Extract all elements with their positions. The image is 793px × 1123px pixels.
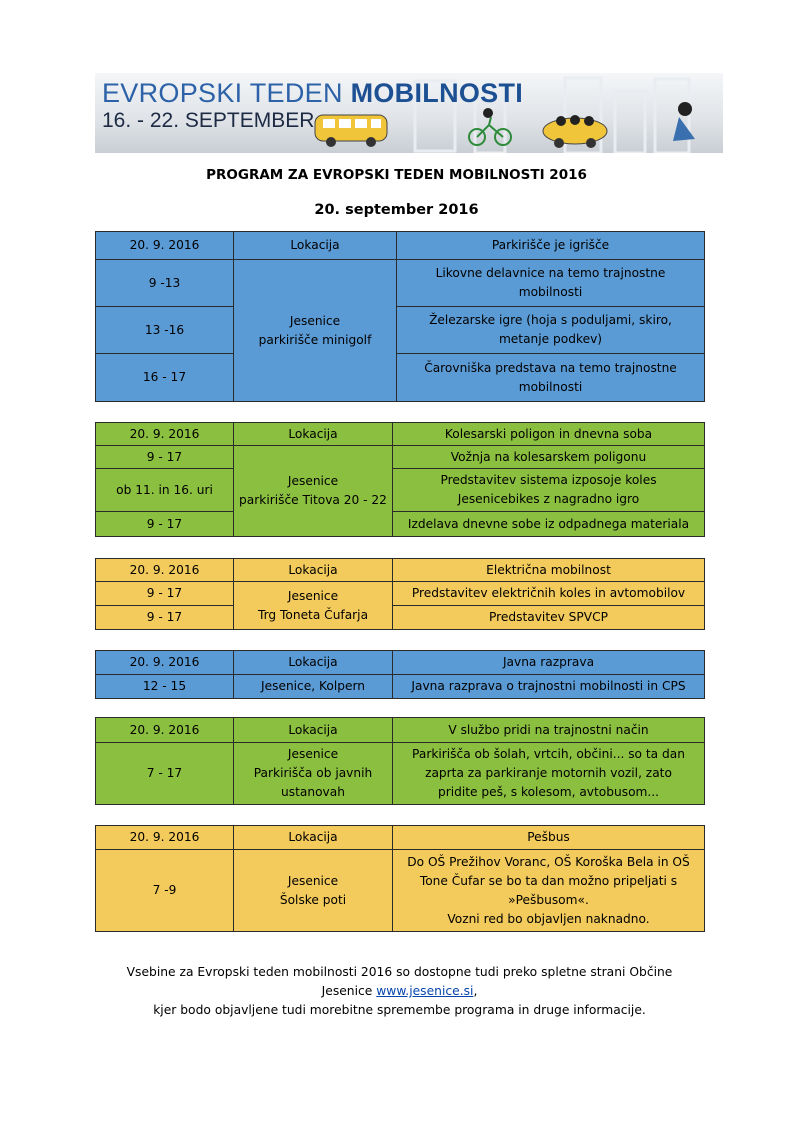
activity-cell: Predstavitev sistema izposoje koles Jesenicebikes z nagradno igro [393, 469, 705, 512]
time-cell: 7 -9 [96, 850, 234, 932]
schedule-table-parkirisce [95, 231, 705, 402]
time-cell: 9 - 17 [96, 512, 234, 537]
activity-cell: Likovne delavnice na temo trajnostne mobilnosti [397, 260, 705, 307]
time-cell: 9 -13 [96, 260, 234, 307]
activity-cell: Predstavitev električnih koles in avtomobilov [393, 582, 705, 606]
header-date: 20. 9. 2016 [96, 651, 234, 675]
schedule-table-kolesarski [95, 422, 705, 537]
location-cell: Jesenice parkirišče minigolf [234, 260, 397, 402]
website-link[interactable]: www.jesenice.si [376, 984, 474, 998]
footer-line-1: Vsebine za Evropski teden mobilnosti 2016 so dostopne tudi preko spletne strani Občine [126, 965, 673, 979]
location-cell: Jesenice Parkirišča ob javnih ustanovah [234, 743, 393, 805]
header-location: Lokacija [234, 826, 393, 850]
time-cell: 9 - 17 [96, 446, 234, 469]
pedestrian-icon [673, 102, 695, 141]
activity-cell: Predstavitev SPVCP [393, 606, 705, 630]
page-date: 20. september 2016 [314, 202, 479, 218]
location-cell: Jesenice, Kolpern [234, 675, 393, 699]
header-banner [95, 73, 723, 153]
time-cell: 7 - 17 [96, 743, 234, 805]
activity-cell: Železarske igre (hoja s poduljami, skiro, metanje podkev) [397, 307, 705, 354]
location-cell: Jesenice Trg Toneta Čufarja [234, 582, 393, 630]
header-theme: Javna razprava [393, 651, 705, 675]
schedule-table-razprava [95, 650, 705, 699]
footer-line-3: kjer bodo objavljene tudi morebitne spremembe programa in druge informacije. [153, 1003, 646, 1017]
header-date: 20. 9. 2016 [96, 559, 234, 582]
time-cell: 12 - 15 [96, 675, 234, 699]
activity-cell: Vožnja na kolesarskem poligonu [393, 446, 705, 469]
banner-dates: 16. - 22. SEPTEMBER [102, 109, 315, 132]
banner-title: EVROPSKI TEDEN MOBILNOSTI [102, 78, 524, 108]
header-theme: Pešbus [393, 826, 705, 850]
header-location: Lokacija [234, 423, 393, 446]
header-date: 20. 9. 2016 [96, 423, 234, 446]
time-cell: 9 - 17 [96, 606, 234, 630]
time-cell: ob 11. in 16. uri [96, 469, 234, 512]
schedule-table-sluzba [95, 717, 705, 805]
activity-cell: Parkirišča ob šolah, vrtcih, občini... so ta dan zaprta za parkiranje motornih vozil, zato pridite peš, s kolesom, avtobusom... [393, 743, 705, 805]
schedule-table-elektricna [95, 558, 705, 630]
car-icon [543, 115, 607, 148]
header-location: Lokacija [234, 232, 397, 260]
time-cell: 9 - 17 [96, 582, 234, 606]
bus-icon [315, 115, 387, 147]
activity-cell: Izdelava dnevne sobe iz odpadnega materiala [393, 512, 705, 537]
activity-cell: Javna razprava o trajnostni mobilnosti in CPS [393, 675, 705, 699]
activity-cell: Do OŠ Prežihov Voranc, OŠ Koroška Bela in OŠ Tone Čufar se bo ta dan možno pripeljati s »Pešbusom«. Vozni red bo objavljen naknadno. [393, 850, 705, 932]
activity-cell: Čarovniška predstava na temo trajnostne mobilnosti [397, 354, 705, 402]
header-date: 20. 9. 2016 [96, 232, 234, 260]
location-cell: Jesenice parkirišče Titova 20 - 22 [234, 446, 393, 537]
header-theme: V službo pridi na trajnostni način [393, 718, 705, 743]
footer-note: Vsebine za Evropski teden mobilnosti 2016 so dostopne tudi preko spletne strani Občine Jesenice www.jesenice.si, kjer bodo objavljene tudi morebitne spremembe programa in druge informacije. [126, 965, 673, 1017]
schedule-table-pesbus [95, 825, 705, 932]
time-cell: 13 -16 [96, 307, 234, 354]
time-cell: 16 - 17 [96, 354, 234, 402]
header-location: Lokacija [234, 718, 393, 743]
header-theme: Kolesarski poligon in dnevna soba [393, 423, 705, 446]
header-theme: Parkirišče je igrišče [397, 232, 705, 260]
location-cell: Jesenice Šolske poti [234, 850, 393, 932]
header-theme: Električna mobilnost [393, 559, 705, 582]
header-date: 20. 9. 2016 [96, 718, 234, 743]
header-location: Lokacija [234, 559, 393, 582]
header-date: 20. 9. 2016 [96, 826, 234, 850]
page-title: PROGRAM ZA EVROPSKI TEDEN MOBILNOSTI 2016 [206, 167, 587, 183]
header-location: Lokacija [234, 651, 393, 675]
